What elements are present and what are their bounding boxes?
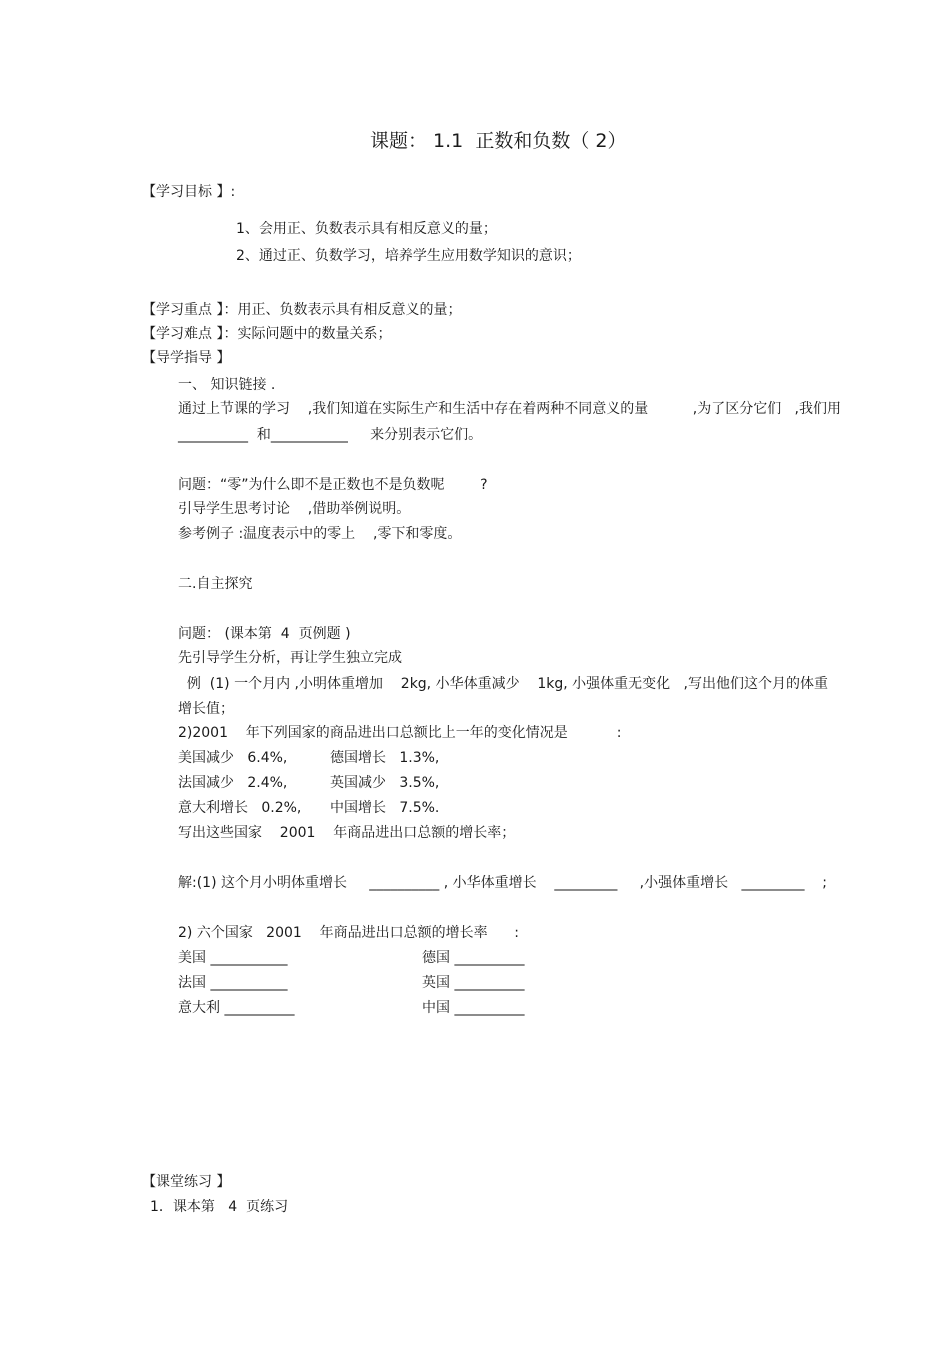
- data-row-left: 美国减少 6.4%,: [178, 750, 288, 766]
- solution-row-right: 英国 __________: [422, 975, 525, 991]
- data-row-left: 意大利增长 0.2%,: [178, 800, 302, 816]
- page-title: 课题： 1.1 正数和负数（ 2）: [370, 130, 627, 152]
- guide-discussion: 引导学生思考讨论 ,借助举例说明。: [178, 501, 411, 517]
- goal-item-2: 2、通过正、负数学习，培养学生应用数学知识的意识；: [236, 248, 581, 264]
- section1-heading: 一、 知识链接 .: [178, 377, 276, 393]
- example2-intro: 2)2001 年下列国家的商品进出口总额比上一年的变化情况是 :: [178, 725, 622, 741]
- goals-header: 【学习目标 】:: [142, 184, 236, 200]
- data-row-right: 德国增长 1.3%,: [330, 750, 440, 766]
- section1-para-line1: 通过上节课的学习 ,我们知道在实际生产和生活中存在着两种不同意义的量 ,为了区分它们 ,我们用: [178, 401, 842, 417]
- solution-row-left: 美国 ___________: [178, 950, 288, 966]
- guide-header: 【导学指导 】: [142, 350, 231, 366]
- example1-line2: 增长值；: [178, 701, 234, 717]
- problem-line: 问题： (课本第 4 页例题 ): [178, 626, 351, 642]
- practice-item-1: 1．课本第 4 页练习: [150, 1199, 289, 1215]
- solution-row-left: 法国 ___________: [178, 975, 288, 991]
- question-zero: 问题：“零”为什么即不是正数也不是负数呢 ?: [178, 477, 488, 493]
- reference-example: 参考例子 :温度表示中的零上 ,零下和零度。: [178, 526, 462, 542]
- solution-row-right: 德国 __________: [422, 950, 525, 966]
- solution-row-left: 意大利 __________: [178, 1000, 295, 1016]
- section2-heading: 二.自主探究: [178, 576, 253, 592]
- example1-line1: 例 (1) 一个月内 ,小明体重增加 2kg, 小华体重减少 1kg, 小强体重无变化 ,写出他们这个月的体重: [178, 676, 828, 692]
- solution-2-intro: 2) 六个国家 2001 年商品进出口总额的增长率 :: [178, 925, 520, 941]
- section1-para-line2: __________ 和___________ 来分别表示它们。: [178, 427, 483, 443]
- data-row-right: 英国减少 3.5%,: [330, 775, 440, 791]
- practice-header: 【课堂练习 】: [142, 1174, 231, 1190]
- data-row-left: 法国减少 2.4%,: [178, 775, 288, 791]
- data-row-right: 中国增长 7.5%.: [330, 800, 440, 816]
- instruction-line: 先引导学生分析，再让学生独立完成: [178, 650, 402, 666]
- key-point: 【学习重点 】：用正、负数表示具有相反意义的量；: [142, 302, 462, 318]
- solution-row-right: 中国 __________: [422, 1000, 525, 1016]
- goal-item-1: 1、会用正、负数表示具有相反意义的量；: [236, 221, 497, 237]
- solution-1: 解:(1) 这个月小明体重增长 __________ , 小华体重增长 _________ ,小强体重增长 _________ ;: [178, 875, 827, 891]
- example2-task: 写出这些国家 2001 年商品进出口总额的增长率；: [178, 825, 516, 841]
- difficulty: 【学习难点 】：实际问题中的数量关系；: [142, 326, 392, 342]
